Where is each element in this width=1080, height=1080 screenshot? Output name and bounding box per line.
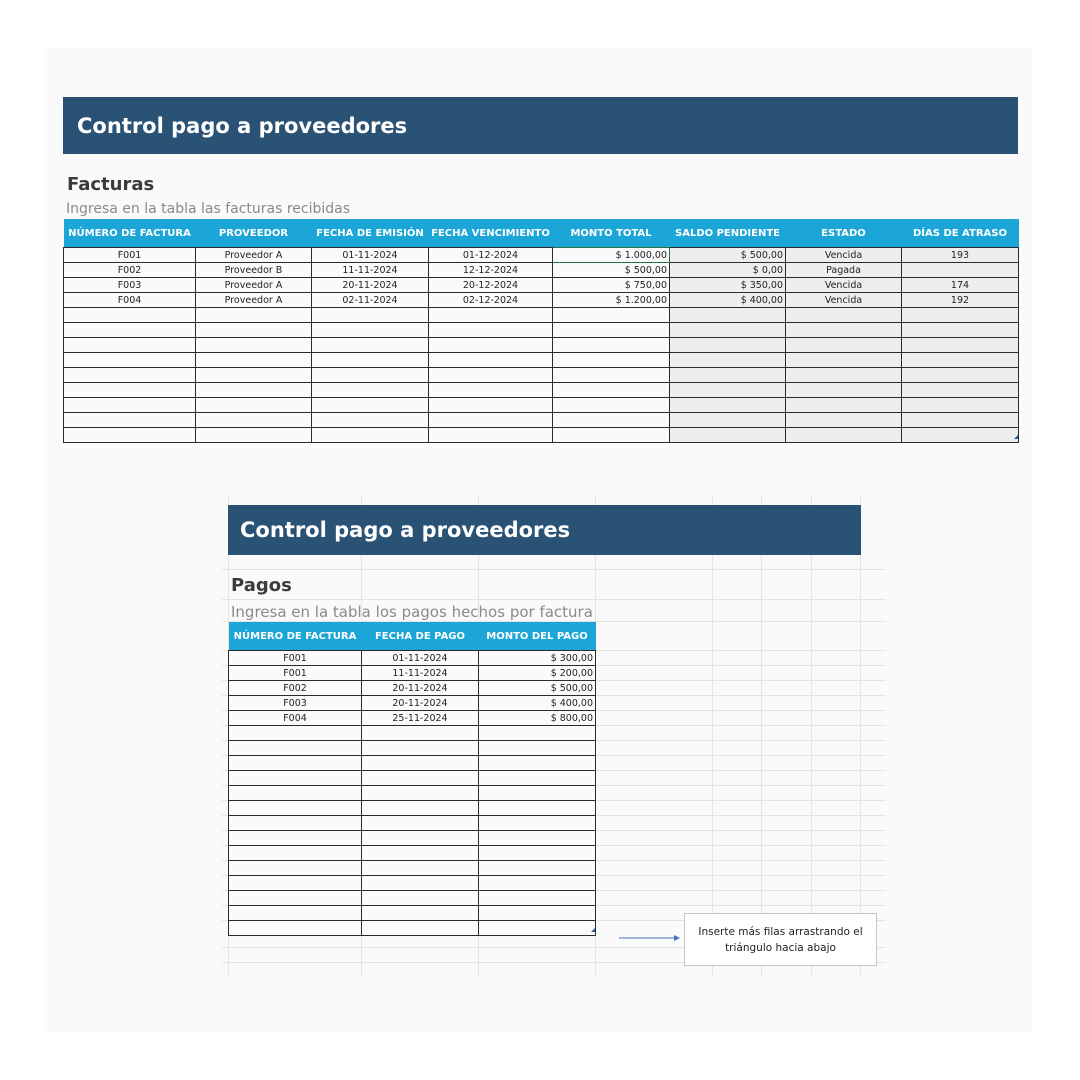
empty-cell[interactable]: [196, 338, 312, 353]
empty-cell[interactable]: [902, 338, 1019, 353]
empty-table-row: [64, 308, 1019, 323]
facturas-section-title: Facturas: [67, 174, 155, 195]
cell-monto[interactable]: $ 750,00: [553, 278, 670, 293]
empty-cell[interactable]: [670, 368, 786, 383]
pagos-header-row: [229, 622, 596, 651]
empty-cell[interactable]: [479, 876, 596, 891]
empty-table-row: [229, 816, 596, 831]
cell-proveedor[interactable]: Proveedor A: [196, 278, 312, 293]
empty-cell[interactable]: [553, 398, 670, 413]
empty-cell[interactable]: [312, 383, 429, 398]
empty-table-row: [229, 906, 596, 921]
empty-cell[interactable]: [902, 368, 1019, 383]
empty-cell[interactable]: [312, 353, 429, 368]
cell-monto[interactable]: $ 200,00: [479, 666, 596, 681]
cell-proveedor[interactable]: Proveedor A: [196, 248, 312, 263]
empty-cell[interactable]: [670, 338, 786, 353]
empty-cell[interactable]: [229, 861, 362, 876]
cell-proveedor[interactable]: Proveedor A: [196, 293, 312, 308]
facturas-header-row: [64, 219, 1019, 248]
pagos-table: [228, 622, 596, 936]
empty-cell[interactable]: [196, 398, 312, 413]
cell-saldo[interactable]: $ 350,00: [670, 278, 786, 293]
facturas-banner: [63, 97, 1018, 154]
cell-monto[interactable]: $ 300,00: [479, 651, 596, 666]
cell-numero[interactable]: F004: [64, 293, 196, 308]
cell-estado[interactable]: Pagada: [786, 263, 902, 278]
table-row: [229, 681, 596, 696]
empty-cell[interactable]: [312, 368, 429, 383]
col-header-fecha-vencimiento[interactable]: FECHA VENCIMIENTO: [429, 219, 553, 248]
empty-cell[interactable]: [229, 831, 362, 846]
empty-cell[interactable]: [362, 831, 479, 846]
empty-cell[interactable]: [229, 816, 362, 831]
empty-table-row: [64, 368, 1019, 383]
empty-cell[interactable]: [429, 428, 553, 443]
cell-numero[interactable]: F004: [229, 711, 362, 726]
empty-cell[interactable]: [362, 891, 479, 906]
empty-cell[interactable]: [786, 338, 902, 353]
empty-cell[interactable]: [479, 831, 596, 846]
empty-cell[interactable]: [479, 786, 596, 801]
empty-cell[interactable]: [429, 308, 553, 323]
empty-cell[interactable]: [553, 413, 670, 428]
empty-cell[interactable]: [362, 756, 479, 771]
table-row: [229, 666, 596, 681]
cell-saldo[interactable]: $ 0,00: [670, 263, 786, 278]
col-header-fecha-pago[interactable]: FECHA DE PAGO: [362, 622, 479, 651]
empty-cell[interactable]: [902, 323, 1019, 338]
gridline: [811, 495, 812, 975]
empty-cell[interactable]: [479, 861, 596, 876]
table-resize-handle-icon[interactable]: [1014, 435, 1018, 439]
empty-cell[interactable]: [479, 726, 596, 741]
empty-table-row: [229, 771, 596, 786]
empty-cell[interactable]: [196, 383, 312, 398]
table-row: [64, 248, 1019, 263]
empty-cell[interactable]: [312, 308, 429, 323]
empty-cell[interactable]: [64, 353, 196, 368]
gridline: [222, 569, 886, 570]
empty-cell[interactable]: [312, 338, 429, 353]
cell-vencimiento[interactable]: 01-12-2024: [429, 248, 553, 263]
empty-cell[interactable]: [362, 741, 479, 756]
empty-cell[interactable]: [64, 323, 196, 338]
empty-cell[interactable]: [362, 861, 479, 876]
empty-cell[interactable]: [229, 801, 362, 816]
col-header-numero-factura[interactable]: NÚMERO DE FACTURA: [229, 622, 362, 651]
instruction-note: [684, 913, 877, 966]
empty-cell[interactable]: [312, 413, 429, 428]
cell-atraso[interactable]: 193: [902, 248, 1019, 263]
empty-cell[interactable]: [670, 323, 786, 338]
empty-cell[interactable]: [362, 726, 479, 741]
empty-cell[interactable]: [553, 308, 670, 323]
empty-table-row: [229, 801, 596, 816]
empty-cell[interactable]: [670, 353, 786, 368]
empty-table-row: [64, 428, 1019, 443]
cell-monto-selected[interactable]: $ 1.000,00: [553, 248, 670, 263]
cell-monto[interactable]: $ 400,00: [479, 696, 596, 711]
empty-cell[interactable]: [786, 413, 902, 428]
empty-cell[interactable]: [229, 891, 362, 906]
empty-cell[interactable]: [479, 891, 596, 906]
empty-table-row: [229, 786, 596, 801]
empty-cell[interactable]: [553, 368, 670, 383]
empty-cell[interactable]: [553, 428, 670, 443]
empty-cell[interactable]: [196, 308, 312, 323]
col-header-fecha-emision[interactable]: FECHA DE EMISIÓN: [312, 219, 429, 248]
empty-cell[interactable]: [786, 353, 902, 368]
cell-monto[interactable]: $ 500,00: [553, 263, 670, 278]
empty-cell[interactable]: [670, 428, 786, 443]
empty-cell[interactable]: [479, 801, 596, 816]
arrow-right-icon: [619, 932, 681, 944]
empty-cell[interactable]: [902, 308, 1019, 323]
cell-saldo[interactable]: $ 500,00: [670, 248, 786, 263]
empty-cell[interactable]: [64, 338, 196, 353]
empty-cell[interactable]: [362, 801, 479, 816]
col-header-numero-factura[interactable]: NÚMERO DE FACTURA: [64, 219, 196, 248]
empty-cell[interactable]: [196, 323, 312, 338]
empty-cell[interactable]: [786, 308, 902, 323]
empty-cell[interactable]: [479, 921, 596, 936]
empty-cell[interactable]: [553, 338, 670, 353]
empty-cell[interactable]: [479, 756, 596, 771]
empty-table-row: [64, 383, 1019, 398]
empty-cell[interactable]: [670, 308, 786, 323]
cell-monto[interactable]: $ 1.200,00: [553, 293, 670, 308]
cell-numero[interactable]: F001: [229, 666, 362, 681]
cell-vencimiento[interactable]: 12-12-2024: [429, 263, 553, 278]
cell-fecha[interactable]: 20-11-2024: [362, 696, 479, 711]
empty-cell[interactable]: [312, 323, 429, 338]
empty-cell[interactable]: [902, 398, 1019, 413]
cell-numero[interactable]: F003: [229, 696, 362, 711]
empty-cell[interactable]: [64, 383, 196, 398]
empty-table-row: [229, 921, 596, 936]
gridline: [712, 495, 713, 975]
cell-emision[interactable]: 02-11-2024: [312, 293, 429, 308]
empty-table-row: [229, 861, 596, 876]
cell-fecha[interactable]: 20-11-2024: [362, 681, 479, 696]
empty-cell[interactable]: [429, 368, 553, 383]
empty-cell[interactable]: [64, 413, 196, 428]
empty-cell[interactable]: [429, 398, 553, 413]
pagos-banner-title: Control pago a proveedores: [240, 518, 571, 542]
empty-cell[interactable]: [786, 428, 902, 443]
empty-table-row: [64, 398, 1019, 413]
cell-numero[interactable]: F001: [229, 651, 362, 666]
cell-atraso[interactable]: [902, 263, 1019, 278]
gridline: [860, 495, 861, 975]
empty-cell[interactable]: [786, 323, 902, 338]
empty-cell[interactable]: [362, 846, 479, 861]
cell-vencimiento[interactable]: 02-12-2024: [429, 293, 553, 308]
empty-cell[interactable]: [64, 308, 196, 323]
empty-cell[interactable]: [479, 906, 596, 921]
empty-cell[interactable]: [229, 906, 362, 921]
empty-cell[interactable]: [229, 921, 362, 936]
gridline: [761, 495, 762, 975]
cell-estado[interactable]: Vencida: [786, 248, 902, 263]
col-header-dias-atraso[interactable]: DÍAS DE ATRASO: [902, 219, 1019, 248]
empty-cell[interactable]: [312, 428, 429, 443]
cell-emision[interactable]: 20-11-2024: [312, 278, 429, 293]
empty-cell[interactable]: [362, 816, 479, 831]
empty-cell[interactable]: [786, 368, 902, 383]
empty-table-row: [229, 846, 596, 861]
cell-monto[interactable]: $ 800,00: [479, 711, 596, 726]
empty-cell[interactable]: [362, 876, 479, 891]
cell-fecha[interactable]: 01-11-2024: [362, 651, 479, 666]
cell-numero[interactable]: F002: [229, 681, 362, 696]
empty-cell[interactable]: [429, 323, 553, 338]
empty-cell[interactable]: [670, 398, 786, 413]
cell-numero[interactable]: F003: [64, 278, 196, 293]
empty-cell[interactable]: [429, 338, 553, 353]
empty-table-row: [229, 891, 596, 906]
instruction-note-text: Inserte más filas arrastrando el triángulo hacia abajo: [698, 925, 863, 954]
table-row: [64, 293, 1019, 308]
empty-cell[interactable]: [670, 383, 786, 398]
pagos-section-title: Pagos: [231, 575, 292, 596]
empty-cell[interactable]: [429, 383, 553, 398]
col-header-monto-total[interactable]: MONTO TOTAL: [553, 219, 670, 248]
empty-cell[interactable]: [229, 876, 362, 891]
col-header-monto-pago[interactable]: MONTO DEL PAGO: [479, 622, 596, 651]
empty-cell[interactable]: [362, 771, 479, 786]
empty-cell[interactable]: [786, 383, 902, 398]
cell-atraso[interactable]: 174: [902, 278, 1019, 293]
cell-numero[interactable]: F001: [64, 248, 196, 263]
table-row: [229, 711, 596, 726]
col-header-proveedor[interactable]: PROVEEDOR: [196, 219, 312, 248]
cell-vencimiento[interactable]: 20-12-2024: [429, 278, 553, 293]
facturas-table: [63, 219, 1019, 443]
facturas-banner-title: Control pago a proveedores: [77, 113, 408, 138]
empty-cell[interactable]: [670, 413, 786, 428]
empty-cell[interactable]: [229, 846, 362, 861]
empty-cell[interactable]: [196, 428, 312, 443]
table-resize-handle-icon[interactable]: [591, 928, 595, 932]
cell-estado[interactable]: Vencida: [786, 278, 902, 293]
cell-fecha[interactable]: 25-11-2024: [362, 711, 479, 726]
cell-emision[interactable]: 11-11-2024: [312, 263, 429, 278]
empty-cell[interactable]: [553, 383, 670, 398]
empty-cell[interactable]: [229, 786, 362, 801]
cell-monto[interactable]: $ 500,00: [479, 681, 596, 696]
table-row: [64, 263, 1019, 278]
empty-cell[interactable]: [196, 368, 312, 383]
empty-cell[interactable]: [229, 741, 362, 756]
empty-cell[interactable]: [362, 786, 479, 801]
pagos-banner: [228, 505, 861, 555]
cell-emision[interactable]: 01-11-2024: [312, 248, 429, 263]
cell-numero[interactable]: F002: [64, 263, 196, 278]
empty-cell[interactable]: [229, 771, 362, 786]
table-row: [64, 278, 1019, 293]
empty-cell[interactable]: [479, 816, 596, 831]
empty-table-row: [229, 756, 596, 771]
empty-cell[interactable]: [362, 921, 479, 936]
empty-table-row: [64, 353, 1019, 368]
empty-cell[interactable]: [479, 771, 596, 786]
empty-table-row: [229, 726, 596, 741]
empty-cell[interactable]: [362, 906, 479, 921]
empty-cell[interactable]: [902, 413, 1019, 428]
empty-cell[interactable]: [902, 383, 1019, 398]
facturas-subtitle: Ingresa en la tabla las facturas recibidas: [66, 201, 351, 217]
col-header-saldo-pendiente[interactable]: SALDO PENDIENTE: [670, 219, 786, 248]
empty-cell[interactable]: [64, 428, 196, 443]
empty-cell[interactable]: [196, 413, 312, 428]
empty-table-row: [64, 323, 1019, 338]
empty-cell[interactable]: [429, 413, 553, 428]
empty-cell[interactable]: [64, 398, 196, 413]
empty-cell[interactable]: [479, 741, 596, 756]
empty-cell[interactable]: [312, 398, 429, 413]
table-row: [229, 696, 596, 711]
cell-fecha[interactable]: 11-11-2024: [362, 666, 479, 681]
empty-table-row: [64, 338, 1019, 353]
empty-table-row: [64, 413, 1019, 428]
col-header-estado[interactable]: ESTADO: [786, 219, 902, 248]
empty-cell[interactable]: [429, 353, 553, 368]
table-row: [229, 651, 596, 666]
empty-cell[interactable]: [229, 726, 362, 741]
cell-saldo[interactable]: $ 400,00: [670, 293, 786, 308]
empty-cell[interactable]: [553, 323, 670, 338]
empty-cell[interactable]: [553, 353, 670, 368]
empty-cell[interactable]: [902, 428, 1019, 443]
empty-cell[interactable]: [229, 756, 362, 771]
pagos-subtitle: Ingresa en la tabla los pagos hechos por factura: [231, 603, 593, 621]
cell-proveedor[interactable]: Proveedor B: [196, 263, 312, 278]
empty-table-row: [229, 741, 596, 756]
gridline: [222, 599, 886, 600]
empty-table-row: [229, 876, 596, 891]
empty-cell[interactable]: [786, 398, 902, 413]
cell-estado[interactable]: Vencida: [786, 293, 902, 308]
empty-cell[interactable]: [64, 368, 196, 383]
empty-table-row: [229, 831, 596, 846]
empty-cell[interactable]: [902, 353, 1019, 368]
empty-cell[interactable]: [196, 353, 312, 368]
empty-cell[interactable]: [479, 846, 596, 861]
cell-atraso[interactable]: 192: [902, 293, 1019, 308]
